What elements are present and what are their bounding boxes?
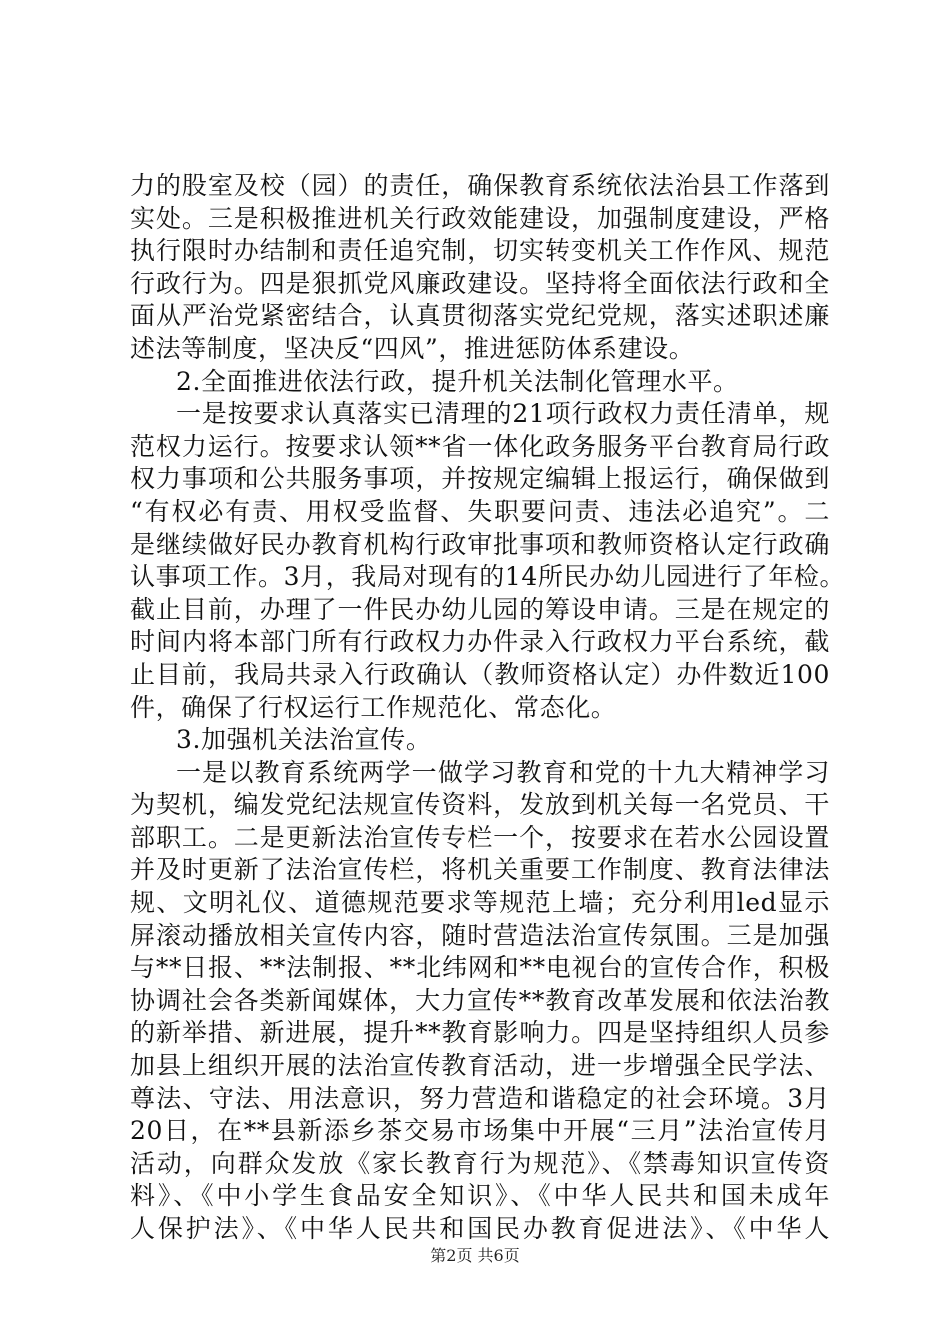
text-line: 行政行为。四是狠抓党风廉政建设。坚持将全面依法行政和全 <box>130 268 830 298</box>
text-line: 权力事项和公共服务事项，并按规定编辑上报运行，确保做到 <box>130 464 830 494</box>
text-line: 的新举措、新进展，提升**教育影响力。四是坚持组织人员参 <box>130 1018 830 1048</box>
text-line: 力的股室及校（园）的责任，确保教育系统依法治县工作落到 <box>130 171 830 200</box>
text-line: 一是以教育系统两学一做学习教育和党的十九大精神学习 <box>176 757 830 787</box>
text-line: 是继续做好民办教育机构行政审批事项和教师资格认定行政确 <box>130 529 830 559</box>
page-footer <box>0 1245 950 1267</box>
page-number: 第2页 共6页 <box>430 1246 520 1265</box>
text-line: 面从严治党紧密结合，认真贯彻落实党纪党规，落实述职述廉 <box>130 301 830 331</box>
text-line: 规、文明礼仪、道德规范要求等规范上墙；充分利用led显示 <box>130 888 830 918</box>
section-heading: 3.加强机关法治宣传。 <box>176 725 432 755</box>
text-line: 实处。三是积极推进机关行政效能建设，加强制度建设，严格 <box>130 203 830 233</box>
text-line: 并及时更新了法治宣传栏，将机关重要工作制度、教育法律法 <box>130 855 830 885</box>
text-line: 止目前，我局共录入行政确认（教师资格认定）办件数近100 <box>130 659 830 689</box>
text-line: 协调社会各类新闻媒体，大力宣传**教育改革发展和依法治教 <box>130 985 830 1015</box>
text-line: 20日，在**县新添乡茶交易市场集中开展“三月”法治宣传月 <box>130 1116 830 1146</box>
text-line: 范权力运行。按要求认领**省一体化政务服务平台教育局行政 <box>130 431 830 461</box>
text-line: 屏滚动播放相关宣传内容，随时营造法治宣传氛围。三是加强 <box>130 920 830 950</box>
text-line: 与**日报、**法制报、**北纬网和**电视台的宣传合作，积极 <box>130 953 830 983</box>
text-line: 述法等制度，坚决反“四风”，推进惩防体系建设。 <box>130 333 695 363</box>
text-line: 部职工。二是更新法治宣传专栏一个，按要求在若水公园设置 <box>130 822 830 852</box>
document-body <box>130 170 846 1246</box>
text-line: 为契机，编发党纪法规宣传资料，发放到机关每一名党员、干 <box>130 790 830 820</box>
text-line: 时间内将本部门所有行政权力办件录入行政权力平台系统，截 <box>130 627 830 657</box>
text-line: 执行限时办结制和责任追究制，切实转变机关工作作风、规范 <box>130 236 830 266</box>
text-line: 料》、《中小学生食品安全知识》、《中华人民共和国未成年 <box>130 1181 830 1211</box>
section-heading: 2.全面推进依法行政，提升机关法制化管理水平。 <box>176 366 739 396</box>
text-line: 人保护法》、《中华人民共和国民办教育促进法》、《中华人 <box>130 1214 830 1243</box>
text-line: 加县上组织开展的法治宣传教育活动，进一步增强全民学法、 <box>130 1051 830 1081</box>
text-line: 活动，向群众发放《家长教育行为规范》、《禁毒知识宣传资 <box>130 1148 830 1178</box>
text-line: 一是按要求认真落实已清理的21项行政权力责任清单，规 <box>176 399 830 429</box>
text-line: 认事项工作。3月，我局对现有的14所民办幼儿园进行了年检。 <box>130 562 846 592</box>
text-line: 尊法、守法、用法意识，努力营造和谐稳定的社会环境。3月 <box>130 1083 830 1113</box>
text-line: 截止目前，办理了一件民办幼儿园的筹设申请。三是在规定的 <box>130 594 830 624</box>
text-line: “有权必有责、用权受监督、失职要问责、违法必追究”。二 <box>130 496 830 526</box>
text-line: 件，确保了行权运行工作规范化、常态化。 <box>130 692 617 722</box>
